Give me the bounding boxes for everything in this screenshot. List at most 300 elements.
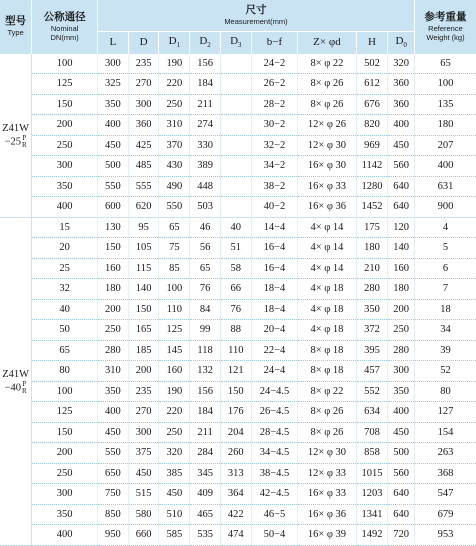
cell-l: 450 [98,135,129,156]
cell-d0: 350 [388,381,415,402]
cell-l: 550 [98,176,129,197]
cell-d: 185 [128,340,159,361]
cell-d3: 121 [220,361,251,382]
dn-cell: 350 [32,176,98,197]
weight-cell: 65 [414,53,476,74]
table-row [0,197,476,218]
cell-d: 95 [128,217,159,238]
cell-l: 450 [98,422,129,443]
cell-d0: 560 [388,463,415,484]
table-row [0,320,476,341]
table-row [0,402,476,423]
cell-d1: 75 [159,238,190,259]
col-header-bf: b−f [251,31,298,53]
cell-d0: 450 [388,135,415,156]
weight-cell: 7 [414,279,476,300]
cell-bf: 26−2 [251,74,298,95]
table-row [0,443,476,464]
cell-d1: 385 [159,463,190,484]
cell-d2: 84 [190,299,221,320]
cell-l: 350 [98,381,129,402]
cell-zd: 8× φ 26 [298,74,356,95]
spec-table-body [0,53,476,545]
cell-d0: 250 [388,320,415,341]
cell-h: 612 [356,74,388,95]
cell-zd: 16× φ 39 [298,525,356,546]
table-row [0,53,476,74]
dn-header [32,0,98,53]
cell-d2: 409 [190,484,221,505]
cell-l: 350 [98,94,129,115]
cell-d: 620 [128,197,159,218]
cell-d1: 550 [159,197,190,218]
cell-d1: 110 [159,299,190,320]
cell-d3 [220,115,251,136]
cell-d: 450 [128,463,159,484]
cell-d1: 145 [159,340,190,361]
cell-l: 200 [98,299,129,320]
measurement-header [98,0,415,31]
cell-d2: 65 [190,258,221,279]
cell-d: 485 [128,156,159,177]
cell-d: 105 [128,238,159,259]
dn-cell: 300 [32,484,98,505]
cell-l: 130 [98,217,129,238]
cell-d2: 345 [190,463,221,484]
cell-d0: 280 [388,340,415,361]
cell-l: 325 [98,74,129,95]
cell-d2: 132 [190,361,221,382]
cell-d2: 211 [190,94,221,115]
table-row [0,381,476,402]
dn-cell: 350 [32,504,98,525]
cell-d0: 120 [388,217,415,238]
weight-cell: 4 [414,217,476,238]
cell-d2: 330 [190,135,221,156]
cell-l: 310 [98,361,129,382]
weight-cell: 80 [414,381,476,402]
cell-bf: 24−2 [251,53,298,74]
dn-header-cn: 公称通径 [43,10,86,23]
cell-bf: 38−2 [251,176,298,197]
table-row [0,463,476,484]
weight-cell: 953 [414,525,476,546]
cell-bf: 32−2 [251,135,298,156]
cell-d1: 585 [159,525,190,546]
cell-zd: 12× φ 30 [298,135,356,156]
cell-d0: 360 [388,94,415,115]
cell-d1: 430 [159,156,190,177]
weight-cell: 34 [414,320,476,341]
cell-h: 180 [356,238,388,259]
cell-d2: 46 [190,217,221,238]
cell-zd: 16× φ 33 [298,176,356,197]
table-row [0,176,476,197]
cell-bf: 26−4.5 [251,402,298,423]
cell-h: 820 [356,115,388,136]
cell-bf: 34−4.5 [251,443,298,464]
dn-cell: 400 [32,525,98,546]
dn-cell: 100 [32,53,98,74]
cell-d3: 40 [220,217,251,238]
weight-cell: 154 [414,422,476,443]
cell-d2: 76 [190,279,221,300]
cell-zd: 12× φ 33 [298,463,356,484]
cell-d3: 66 [220,279,251,300]
weight-cell: 900 [414,197,476,218]
cell-d0: 360 [388,74,415,95]
cell-d0: 720 [388,525,415,546]
cell-bf: 28−4.5 [251,422,298,443]
cell-d3: 88 [220,320,251,341]
cell-d: 360 [128,115,159,136]
cell-h: 502 [356,53,388,74]
cell-d1: 450 [159,484,190,505]
cell-d2: 118 [190,340,221,361]
cell-d3: 364 [220,484,251,505]
cell-d: 300 [128,94,159,115]
cell-zd: 8× φ 18 [298,361,356,382]
table-row [0,340,476,361]
weight-cell: 18 [414,299,476,320]
cell-d2: 156 [190,53,221,74]
cell-d1: 310 [159,115,190,136]
dn-cell: 65 [32,340,98,361]
cell-l: 180 [98,279,129,300]
model-pressure: −40 P R [4,379,27,395]
cell-d3 [220,53,251,74]
cell-d3: 58 [220,258,251,279]
weight-cell: 180 [414,115,476,136]
cell-h: 634 [356,402,388,423]
cell-d: 580 [128,504,159,525]
cell-h: 1492 [356,525,388,546]
table-row [0,422,476,443]
dn-cell: 200 [32,115,98,136]
cell-d3: 474 [220,525,251,546]
measurement-header-cn: 尺寸 [245,4,267,17]
cell-h: 457 [356,361,388,382]
cell-zd: 8× φ 22 [298,53,356,74]
cell-d3: 422 [220,504,251,525]
cell-l: 750 [98,484,129,505]
cell-l: 400 [98,402,129,423]
cell-d2: 56 [190,238,221,259]
model-cell [0,217,32,545]
col-header-d: D [128,31,159,53]
cell-d1: 370 [159,135,190,156]
cell-d0: 640 [388,484,415,505]
cell-d3 [220,135,251,156]
cell-d: 515 [128,484,159,505]
cell-d: 235 [128,381,159,402]
cell-bf: 42−4.5 [251,484,298,505]
dn-cell: 200 [32,443,98,464]
cell-d0: 180 [388,279,415,300]
cell-d1: 190 [159,53,190,74]
cell-bf: 50−4 [251,525,298,546]
cell-zd: 8× φ 26 [298,422,356,443]
cell-d1: 250 [159,422,190,443]
dn-cell: 250 [32,463,98,484]
table-row [0,299,476,320]
dn-cell: 125 [32,74,98,95]
col-header-zd: Z× φd [298,31,356,53]
cell-h: 1341 [356,504,388,525]
table-row [0,217,476,238]
model-name: Z41W [2,368,30,380]
cell-bf: 46−5 [251,504,298,525]
weight-cell: 5 [414,238,476,259]
pn-mark: P R [22,133,27,149]
pn-mark: P R [22,379,27,395]
cell-bf: 34−2 [251,156,298,177]
type-header-cn: 型号 [5,15,27,28]
cell-d1: 510 [159,504,190,525]
cell-d: 270 [128,74,159,95]
weight-cell: 207 [414,135,476,156]
col-header-d3: $D_3$ [220,31,251,53]
cell-zd: 12× φ 30 [298,443,356,464]
cell-d2: 274 [190,115,221,136]
cell-d3: 51 [220,238,251,259]
weight-cell: 400 [414,156,476,177]
cell-zd: 8× φ 26 [298,402,356,423]
cell-d3: 260 [220,443,251,464]
cell-zd: 16× φ 33 [298,484,356,505]
cell-bf: 14−4 [251,217,298,238]
weight-cell: 547 [414,484,476,505]
cell-zd: 4× φ 18 [298,299,356,320]
table-row [0,361,476,382]
cell-d3: 176 [220,402,251,423]
cell-d3: 204 [220,422,251,443]
cell-d3: 150 [220,381,251,402]
cell-bf: 24−4.5 [251,381,298,402]
dn-cell: 150 [32,94,98,115]
cell-d3 [220,176,251,197]
weight-cell: 263 [414,443,476,464]
weight-cell: 631 [414,176,476,197]
cell-l: 650 [98,463,129,484]
cell-d1: 190 [159,381,190,402]
cell-d1: 100 [159,279,190,300]
col-header-d1: $D_1$ [159,31,190,53]
cell-d2: 284 [190,443,221,464]
cell-l: 950 [98,525,129,546]
cell-d: 140 [128,279,159,300]
cell-zd: 4× φ 14 [298,258,356,279]
dn-cell: 20 [32,238,98,259]
col-header-l: L [98,31,129,53]
cell-d0: 400 [388,402,415,423]
cell-h: 350 [356,299,388,320]
cell-h: 1280 [356,176,388,197]
cell-d2: 156 [190,381,221,402]
cell-d1: 65 [159,217,190,238]
cell-d2: 503 [190,197,221,218]
cell-d3: 313 [220,463,251,484]
cell-bf: 30−2 [251,115,298,136]
cell-bf: 28−2 [251,94,298,115]
table-row [0,115,476,136]
col-header-d2: $D_2$ [190,31,221,53]
cell-d3 [220,74,251,95]
cell-d1: 125 [159,320,190,341]
cell-l: 550 [98,443,129,464]
cell-h: 708 [356,422,388,443]
measurement-header-en: Measurement(mm) [224,17,288,27]
col-header-d0: $D_0$ [388,31,415,53]
dn-cell: 100 [32,381,98,402]
table-row [0,484,476,505]
table-row [0,504,476,525]
cell-d1: 250 [159,94,190,115]
cell-zd: 4× φ 18 [298,320,356,341]
dn-cell: 150 [32,422,98,443]
cell-d3: 76 [220,299,251,320]
weight-cell: 100 [414,74,476,95]
cell-h: 969 [356,135,388,156]
cell-d: 200 [128,361,159,382]
cell-h: 1015 [356,463,388,484]
cell-d1: 490 [159,176,190,197]
table-row [0,238,476,259]
cell-d: 165 [128,320,159,341]
table-row [0,94,476,115]
weight-cell: 6 [414,258,476,279]
dn-cell: 400 [32,197,98,218]
cell-h: 552 [356,381,388,402]
cell-d2: 184 [190,74,221,95]
weight-header-cn: 参考重量 [424,10,467,23]
cell-l: 600 [98,197,129,218]
cell-h: 175 [356,217,388,238]
cell-d2: 211 [190,422,221,443]
cell-d0: 560 [388,156,415,177]
cell-zd: 4× φ 14 [298,238,356,259]
cell-d0: 450 [388,422,415,443]
cell-h: 210 [356,258,388,279]
dn-cell: 250 [32,135,98,156]
cell-d1: 220 [159,74,190,95]
weight-header-en2: Weight (kg) [426,32,465,42]
dn-cell: 50 [32,320,98,341]
cell-d2: 99 [190,320,221,341]
weight-header-en1: Reference [428,23,463,33]
cell-zd: 16× φ 36 [298,504,356,525]
weight-cell: 52 [414,361,476,382]
col-header-h: H [356,31,388,53]
cell-h: 858 [356,443,388,464]
cell-bf: 40−2 [251,197,298,218]
cell-zd: 8× φ 26 [298,94,356,115]
cell-l: 280 [98,340,129,361]
cell-bf: 22−4 [251,340,298,361]
cell-d: 270 [128,402,159,423]
type-header [0,0,32,53]
cell-d0: 640 [388,504,415,525]
cell-d3: 110 [220,340,251,361]
weight-cell: 127 [414,402,476,423]
dn-cell: 300 [32,156,98,177]
cell-zd: 16× φ 36 [298,197,356,218]
cell-l: 850 [98,504,129,525]
cell-d3 [220,197,251,218]
cell-l: 250 [98,320,129,341]
model-pressure: −25 P R [4,133,27,149]
cell-d: 115 [128,258,159,279]
cell-h: 1203 [356,484,388,505]
cell-d0: 300 [388,361,415,382]
cell-bf: 20−4 [251,320,298,341]
cell-zd: 8× φ 22 [298,381,356,402]
model-name: Z41W [2,122,30,134]
cell-d: 375 [128,443,159,464]
cell-d2: 448 [190,176,221,197]
cell-h: 676 [356,94,388,115]
cell-d3 [220,156,251,177]
cell-d: 235 [128,53,159,74]
cell-h: 372 [356,320,388,341]
cell-l: 160 [98,258,129,279]
cell-d0: 400 [388,115,415,136]
table-row [0,74,476,95]
weight-cell: 39 [414,340,476,361]
cell-zd: 4× φ 18 [298,279,356,300]
cell-bf: 38−4.5 [251,463,298,484]
dn-cell: 40 [32,299,98,320]
cell-bf: 18−4 [251,279,298,300]
cell-d0: 140 [388,238,415,259]
cell-d1: 85 [159,258,190,279]
type-header-en: Type [7,28,24,38]
cell-zd: 4× φ 14 [298,217,356,238]
cell-d0: 200 [388,299,415,320]
cell-bf: 24−4 [251,361,298,382]
cell-d: 150 [128,299,159,320]
cell-l: 500 [98,156,129,177]
cell-bf: 16−4 [251,238,298,259]
table-row [0,258,476,279]
cell-d2: 389 [190,156,221,177]
table-row [0,156,476,177]
cell-h: 395 [356,340,388,361]
dn-cell: 25 [32,258,98,279]
weight-cell: 679 [414,504,476,525]
table-row [0,135,476,156]
cell-d: 300 [128,422,159,443]
cell-d2: 465 [190,504,221,525]
cell-d0: 640 [388,176,415,197]
cell-d: 660 [128,525,159,546]
cell-d0: 160 [388,258,415,279]
dn-header-en2: DN(mm) [50,32,79,42]
dn-cell: 125 [32,402,98,423]
dn-cell: 32 [32,279,98,300]
cell-d: 555 [128,176,159,197]
model-cell [0,53,32,217]
cell-l: 150 [98,238,129,259]
cell-d0: 640 [388,197,415,218]
cell-h: 280 [356,279,388,300]
cell-zd: 12× φ 26 [298,115,356,136]
cell-d3 [220,94,251,115]
cell-d2: 535 [190,525,221,546]
cell-d: 425 [128,135,159,156]
cell-d1: 160 [159,361,190,382]
cell-d0: 320 [388,53,415,74]
